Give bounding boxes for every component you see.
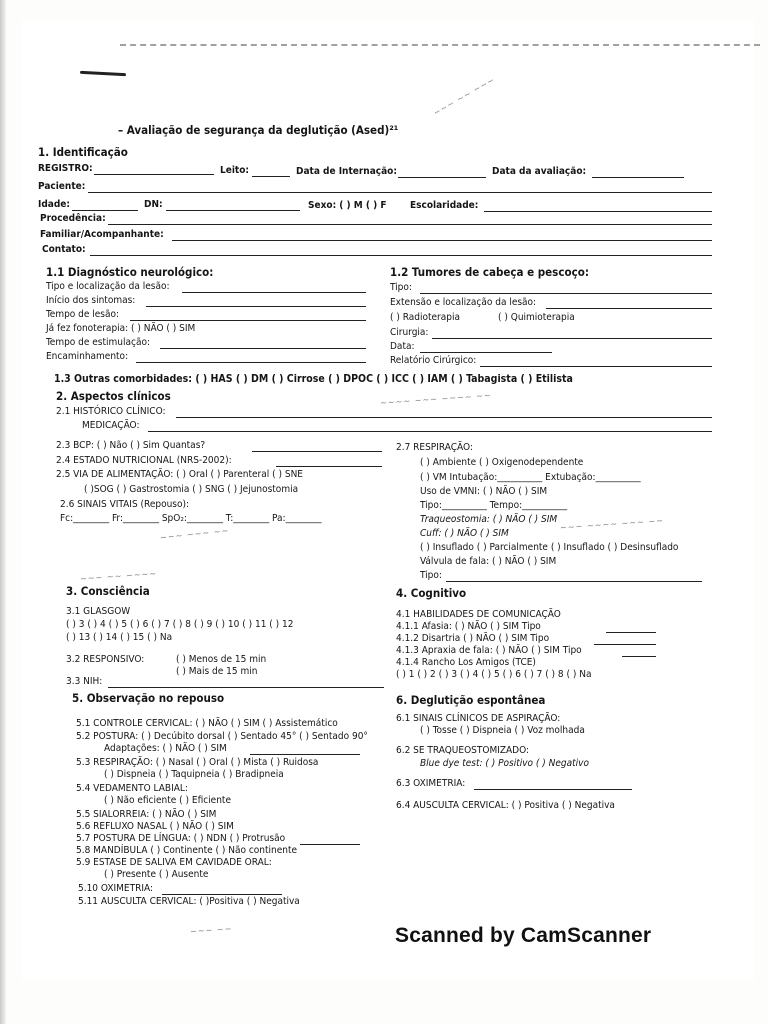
estase-options[interactable]: ( ) Presente ( ) Ausente (104, 869, 209, 880)
sinais-aspiracao-label: 6.1 SINAIS CLÍNICOS DE ASPIRAÇÃO: (396, 713, 561, 724)
leito-field[interactable] (252, 176, 290, 177)
respiracao-line-3[interactable]: Uso de VMNI: ( ) NÃO ( ) SIM (420, 486, 548, 497)
tempo-lesao-label: Tempo de lesão: (46, 309, 120, 320)
paciente-label: Paciente: (38, 181, 86, 192)
disartria-options[interactable]: 4.1.2 Disartria ( ) NÃO ( ) SIM Tipo (396, 633, 550, 644)
comunicacao-heading: 4.1 HABILIDADES DE COMUNICAÇÃO (396, 609, 561, 620)
inicio-sintomas-label: Início dos sintomas: (46, 295, 136, 306)
blue-dye-options[interactable]: Blue dye test: ( ) Positivo ( ) Negativo (420, 758, 589, 769)
form-title: – Avaliação de segurança da deglutição (Ased)²¹ (118, 123, 399, 137)
registro-label: REGISTRO: (38, 163, 93, 174)
tumor-data-label: Data: (390, 341, 415, 352)
pencil-scribble: ~~~ ~~~ ~~ (159, 526, 230, 544)
vedamento-label: 5.4 VEDAMENTO LABIAL: (76, 783, 188, 794)
pencil-scribble: ~~~~ ~~~ ~~~~ ~~ (379, 391, 493, 409)
respiracao-repouso-options[interactable]: 5.3 RESPIRAÇÃO: ( ) Nasal ( ) Oral ( ) Mista ( ) Ruidosa (76, 757, 319, 768)
responsivo-option-b[interactable]: ( ) Mais de 15 min (176, 666, 258, 677)
bcp-field[interactable] (252, 451, 382, 452)
idade-label: Idade: (38, 199, 70, 210)
apraxia-options[interactable]: 4.1.3 Apraxia de fala: ( ) NÃO ( ) SIM Tipo (396, 645, 582, 656)
data-avaliacao-label: Data da avaliação: (492, 166, 587, 177)
section-cognitivo-heading: 4. Cognitivo (396, 586, 467, 600)
ausculta-repouso-options[interactable]: 5.11 AUSCULTA CERVICAL: ( )Positiva ( ) Negativa (78, 896, 300, 907)
bcp-options[interactable]: 2.3 BCP: ( ) Não ( ) Sim Quantas? (56, 440, 206, 451)
respiracao-repouso-options-2[interactable]: ( ) Dispneia ( ) Taquipneia ( ) Bradipneia (104, 769, 284, 780)
oximetria-espontanea-label: 6.3 OXIMETRIA: (396, 778, 466, 789)
leito-label: Leito: (220, 165, 249, 176)
respiracao-line-6[interactable]: Cuff: ( ) NÃO ( ) SIM (420, 528, 509, 539)
afasia-options[interactable]: 4.1.1 Afasia: ( ) NÃO ( ) SIM Tipo (396, 621, 541, 632)
oximetria-repouso-field[interactable] (162, 894, 282, 895)
rancho-label: 4.1.4 Rancho Los Amigos (TCE) (396, 657, 536, 668)
respiracao-line-7[interactable]: ( ) Insuflado ( ) Parcialmente ( ) Insuflado ( ) Desinsuflado (420, 542, 679, 553)
refluxo-options[interactable]: 5.6 REFLUXO NASAL ( ) NÃO ( ) SIM (76, 821, 234, 832)
tempo-estimulacao-label: Tempo de estimulação: (46, 337, 150, 348)
data-internacao-field[interactable] (398, 177, 486, 178)
dn-field[interactable] (166, 210, 300, 211)
camscanner-watermark: Scanned by CamScanner (395, 924, 652, 947)
respiracao-line-4[interactable]: Tipo:__________ Tempo:__________ (420, 500, 568, 511)
adaptacoes-options[interactable]: Adaptações: ( ) NÃO ( ) SIM (104, 743, 227, 754)
pencil-scribble: ~~~ ~~ (189, 924, 233, 938)
cirurgia-label: Cirurgia: (390, 327, 429, 338)
postura-lingua-field[interactable] (300, 844, 360, 845)
medicacao-field[interactable] (148, 431, 712, 432)
cirurgia-field[interactable] (432, 338, 712, 339)
estado-nutricional-field[interactable] (276, 466, 382, 467)
respiracao-line-9: Tipo: (420, 570, 442, 581)
escolaridade-label: Escolaridade: (410, 200, 479, 211)
fonoterapia-options[interactable]: Já fez fonoterapia: ( ) NÃO ( ) SIM (46, 323, 196, 334)
historico-field[interactable] (176, 417, 712, 418)
respiracao-line-2[interactable]: ( ) VM Intubação:__________ Extubação:__________ (420, 472, 641, 483)
tumor-tipo-label: Tipo: (390, 282, 412, 293)
scan-edge (0, 0, 6, 1024)
section-aspectos-heading: 2. Aspectos clínicos (56, 389, 171, 403)
familiar-label: Familiar/Acompanhante: (40, 229, 164, 240)
pencil-scribble: ~~~ ~~~~ ~~~ ~~ (559, 516, 665, 534)
radioterapia-option[interactable]: ( ) Radioterapia (390, 312, 460, 323)
disartria-tipo-field[interactable] (594, 644, 656, 645)
controle-cervical-options[interactable]: 5.1 CONTROLE CERVICAL: ( ) NÃO ( ) SIM ( ) Assistemático (76, 718, 338, 729)
sialorreia-options[interactable]: 5.5 SIALORREIA: ( ) NÃO ( ) SIM (76, 809, 217, 820)
traqueostomizado-label: 6.2 SE TRAQUEOSTOMIZADO: (396, 745, 530, 756)
section-identificacao-heading: 1. Identificação (38, 145, 128, 159)
respiracao-line-1[interactable]: ( ) Ambiente ( ) Oxigenodependente (420, 457, 584, 468)
dn-label: DN: (144, 199, 163, 210)
encaminhamento-field[interactable] (136, 362, 366, 363)
registro-field[interactable] (94, 174, 214, 175)
glasgow-options-1[interactable]: ( ) 3 ( ) 4 ( ) 5 ( ) 6 ( ) 7 ( ) 8 ( ) 9 ( ) 10 ( ) 11 ( ) 12 (66, 619, 294, 630)
contato-label: Contato: (42, 244, 86, 255)
vedamento-options[interactable]: ( ) Não eficiente ( ) Eficiente (104, 795, 231, 806)
comorbidades-options[interactable]: 1.3 Outras comorbidades: ( ) HAS ( ) DM ( ) Cirrose ( ) DPOC ( ) ICC ( ) IAM ( ) Tabagista ( ) Etilista (54, 373, 573, 385)
escolaridade-field[interactable] (484, 211, 712, 212)
respiracao-heading: 2.7 RESPIRAÇÃO: (396, 442, 473, 453)
postura-lingua-options[interactable]: 5.7 POSTURA DE LÍNGUA: ( ) NDN ( ) Protrusão (76, 833, 286, 844)
afasia-tipo-field[interactable] (606, 632, 656, 633)
section-tumores-heading: 1.2 Tumores de cabeça e pescoço: (390, 265, 589, 279)
procedencia-field[interactable] (108, 224, 712, 225)
section-consciencia-heading: 3. Consciência (66, 584, 150, 598)
contato-field[interactable] (90, 255, 712, 256)
tipo-lesao-label: Tipo e localização da lesão: (46, 281, 170, 292)
data-avaliacao-field[interactable] (592, 177, 684, 178)
medicacao-label: MEDICAÇÃO: (82, 420, 140, 431)
tumor-data-field[interactable] (420, 352, 552, 353)
inicio-sintomas-field[interactable] (146, 306, 366, 307)
familiar-field[interactable] (172, 240, 712, 241)
tipo-lesao-field[interactable] (182, 292, 366, 293)
estado-nutricional-label: 2.4 ESTADO NUTRICIONAL (NRS-2002): (56, 455, 232, 466)
oximetria-repouso-label: 5.10 OXIMETRIA: (78, 883, 153, 894)
oximetria-espontanea-field[interactable] (474, 789, 632, 790)
historico-label: 2.1 HISTÓRICO CLÍNICO: (56, 406, 166, 417)
responsivo-option-a[interactable]: ( ) Menos de 15 min (176, 654, 267, 665)
sinais-vitais-fields[interactable]: Fc:________ Fr:________ SpO₂:________ T:________ Pa:________ (60, 513, 322, 524)
tempo-estimulacao-field[interactable] (160, 348, 366, 349)
sexo-options[interactable]: Sexo: ( ) M ( ) F (308, 200, 387, 211)
relatorio-label: Relatório Cirúrgico: (390, 355, 477, 366)
sinais-aspiracao-options[interactable]: ( ) Tosse ( ) Dispneia ( ) Voz molhada (420, 725, 585, 736)
rancho-options[interactable]: ( ) 1 ( ) 2 ( ) 3 ( ) 4 ( ) 5 ( ) 6 ( ) 7 ( ) 8 ( ) Na (396, 669, 592, 680)
adaptacoes-field[interactable] (250, 754, 360, 755)
postura-options[interactable]: 5.2 POSTURA: ( ) Decúbito dorsal ( ) Sentado 45° ( ) Sentado 90° (76, 731, 368, 742)
extensao-label: Extensão e localização da lesão: (390, 297, 537, 308)
quimioterapia-option[interactable]: ( ) Quimioterapia (498, 312, 575, 323)
nih-field[interactable] (108, 687, 384, 688)
apraxia-tipo-field[interactable] (622, 656, 656, 657)
nih-label: 3.3 NIH: (66, 676, 103, 687)
glasgow-options-2[interactable]: ( ) 13 ( ) 14 ( ) 15 ( ) Na (66, 632, 173, 643)
section-degluticao-heading: 6. Deglutição espontânea (396, 693, 546, 707)
via-alimentacao-options-2[interactable]: ( )SOG ( ) Gastrostomia ( ) SNG ( ) Jejunostomia (84, 484, 299, 495)
section-repouso-heading: 5. Observação no repouso (72, 691, 225, 705)
ausculta-espontanea-options[interactable]: 6.4 AUSCULTA CERVICAL: ( ) Positiva ( ) Negativa (396, 800, 615, 811)
data-internacao-label: Data de Internação: (296, 166, 397, 177)
extensao-field[interactable] (546, 308, 712, 309)
valvula-tipo-field[interactable] (446, 581, 702, 582)
procedencia-label: Procedência: (40, 213, 106, 224)
idade-field[interactable] (72, 210, 138, 211)
relatorio-field[interactable] (480, 366, 712, 367)
respiracao-line-5[interactable]: Traqueostomia: ( ) NÃO ( ) SIM (420, 514, 558, 525)
tempo-lesao-field[interactable] (130, 320, 366, 321)
pencil-scribble: ~~~ ~~ ~~~ (432, 75, 498, 119)
respiracao-line-8[interactable]: Válvula de fala: ( ) NÃO ( ) SIM (420, 556, 557, 567)
scan-noise (120, 44, 760, 50)
paciente-field[interactable] (88, 192, 712, 193)
tumor-tipo-field[interactable] (420, 293, 712, 294)
section-diagnostico-heading: 1.1 Diagnóstico neurológico: (46, 265, 214, 279)
mandibula-options[interactable]: 5.8 MANDÍBULA ( ) Continente ( ) Não continente (76, 845, 298, 856)
estase-label: 5.9 ESTASE DE SALIVA EM CAVIDADE ORAL: (76, 857, 272, 868)
responsivo-label: 3.2 RESPONSIVO: (66, 654, 145, 665)
via-alimentacao-options[interactable]: 2.5 VIA DE ALIMENTAÇÃO: ( ) Oral ( ) Parenteral ( ) SNE (56, 469, 303, 480)
encaminhamento-label: Encaminhamento: (46, 351, 129, 362)
sinais-vitais-label: 2.6 SINAIS VITAIS (Repouso): (60, 499, 190, 510)
pencil-scribble: ~~~ ~~ ~~~~ (79, 569, 158, 585)
glasgow-label: 3.1 GLASGOW (66, 606, 131, 617)
